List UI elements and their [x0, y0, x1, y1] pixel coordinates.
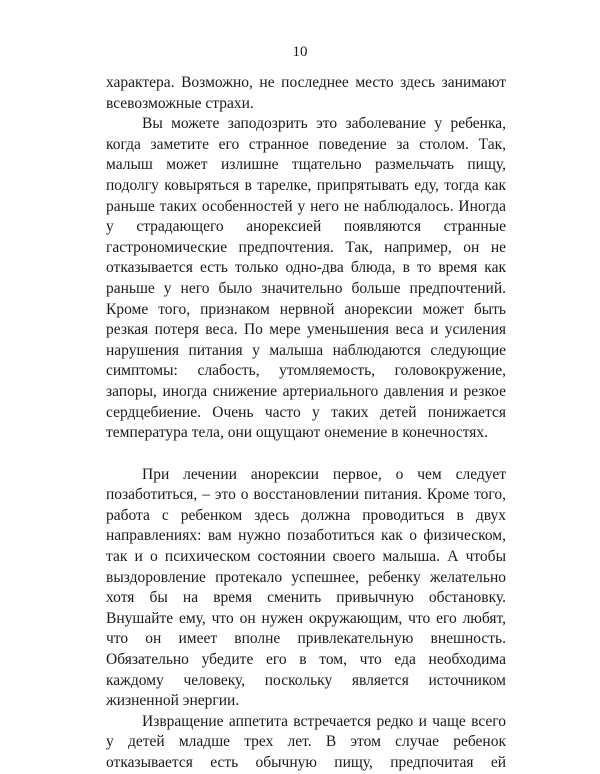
text-line: сердцебиение. Очень часто у таких детей понижается: [106, 403, 506, 421]
paragraph-gap: [106, 444, 506, 465]
text-line: жизненной энергии.: [106, 692, 240, 710]
text-line: отказывается есть обычную пищу, предпочитая ей: [106, 754, 506, 771]
paragraph: [106, 114, 506, 444]
text-line: выздоровление протекало успешнее, ребенку желательно: [106, 568, 506, 586]
text-line: направлениях: вам нужно позаботиться как о физическом,: [106, 527, 506, 545]
text-line: запоры, иногда снижение артериального давления и резкое: [106, 382, 506, 400]
text-line: температура тела, они ощущают онемение в конечностях.: [106, 424, 489, 442]
text-line: Вы можете заподозрить это заболевание у ребенка,: [142, 115, 506, 133]
text-line: так и о психическом состоянии своего малыша. А чтобы: [106, 548, 506, 566]
text-line: отказывается есть только одно-два блюда, в то время как: [106, 259, 506, 277]
text-line: гастрономические предпочтения. Так, например, он не: [106, 238, 506, 256]
text-line: всевозможные страхи.: [106, 94, 254, 112]
text-line: раньше таких особенностей у него не наблюдалось. Иногда: [106, 197, 506, 215]
text-line: Кроме того, признаком нервной анорексии может быть: [106, 300, 506, 318]
paragraph: [106, 465, 506, 712]
body-text: [106, 73, 506, 774]
text-line: хотя бы на время сменить привычную обстановку.: [106, 589, 506, 607]
text-line: малыш может излишне тщательно размельчать пищу,: [106, 156, 506, 174]
text-line: когда заметите его странное поведение за столом. Так,: [106, 135, 506, 153]
text-line: При лечении анорексии первое, о чем следует: [142, 465, 506, 483]
text-line: подолгу ковыряться в тарелке, припрятывать еду, тогда как: [106, 176, 506, 194]
text-line: Извращение аппетита встречается редко и чаще всего: [142, 712, 506, 730]
paragraph: [106, 712, 506, 774]
text-line: симптомы: слабость, утомляемость, головокружение,: [106, 362, 506, 380]
text-line: резкая потеря веса. По мере уменьшения веса и усиления: [106, 321, 506, 339]
text-line: у страдающего анорексией появляются странные: [106, 218, 506, 236]
text-line: характера. Возможно, не последнее место здесь занимают: [106, 74, 506, 91]
text-line: каждому человеку, поскольку является источником: [106, 671, 506, 689]
text-line: что он имеет вполне привлекательную внешность.: [106, 630, 506, 648]
page-number: 10: [292, 44, 308, 60]
paragraph: [106, 73, 506, 114]
text-line: нарушения питания у малыша наблюдаются следующие: [106, 341, 506, 359]
text-line: раньше у него было значительно больше предпочтений.: [106, 279, 506, 297]
text-line: позаботиться, – это о восстановлении питания. Кроме того,: [106, 486, 506, 504]
text-line: Внушайте ему, что он нужен окружающим, что его любят,: [106, 609, 506, 627]
text-line: работа с ребенком здесь должна проводиться в двух: [106, 506, 506, 524]
text-line: Обязательно убедите его в том, что еда необходима: [106, 651, 506, 669]
text-line: у детей младше трех лет. В этом случае ребенок: [106, 733, 506, 751]
